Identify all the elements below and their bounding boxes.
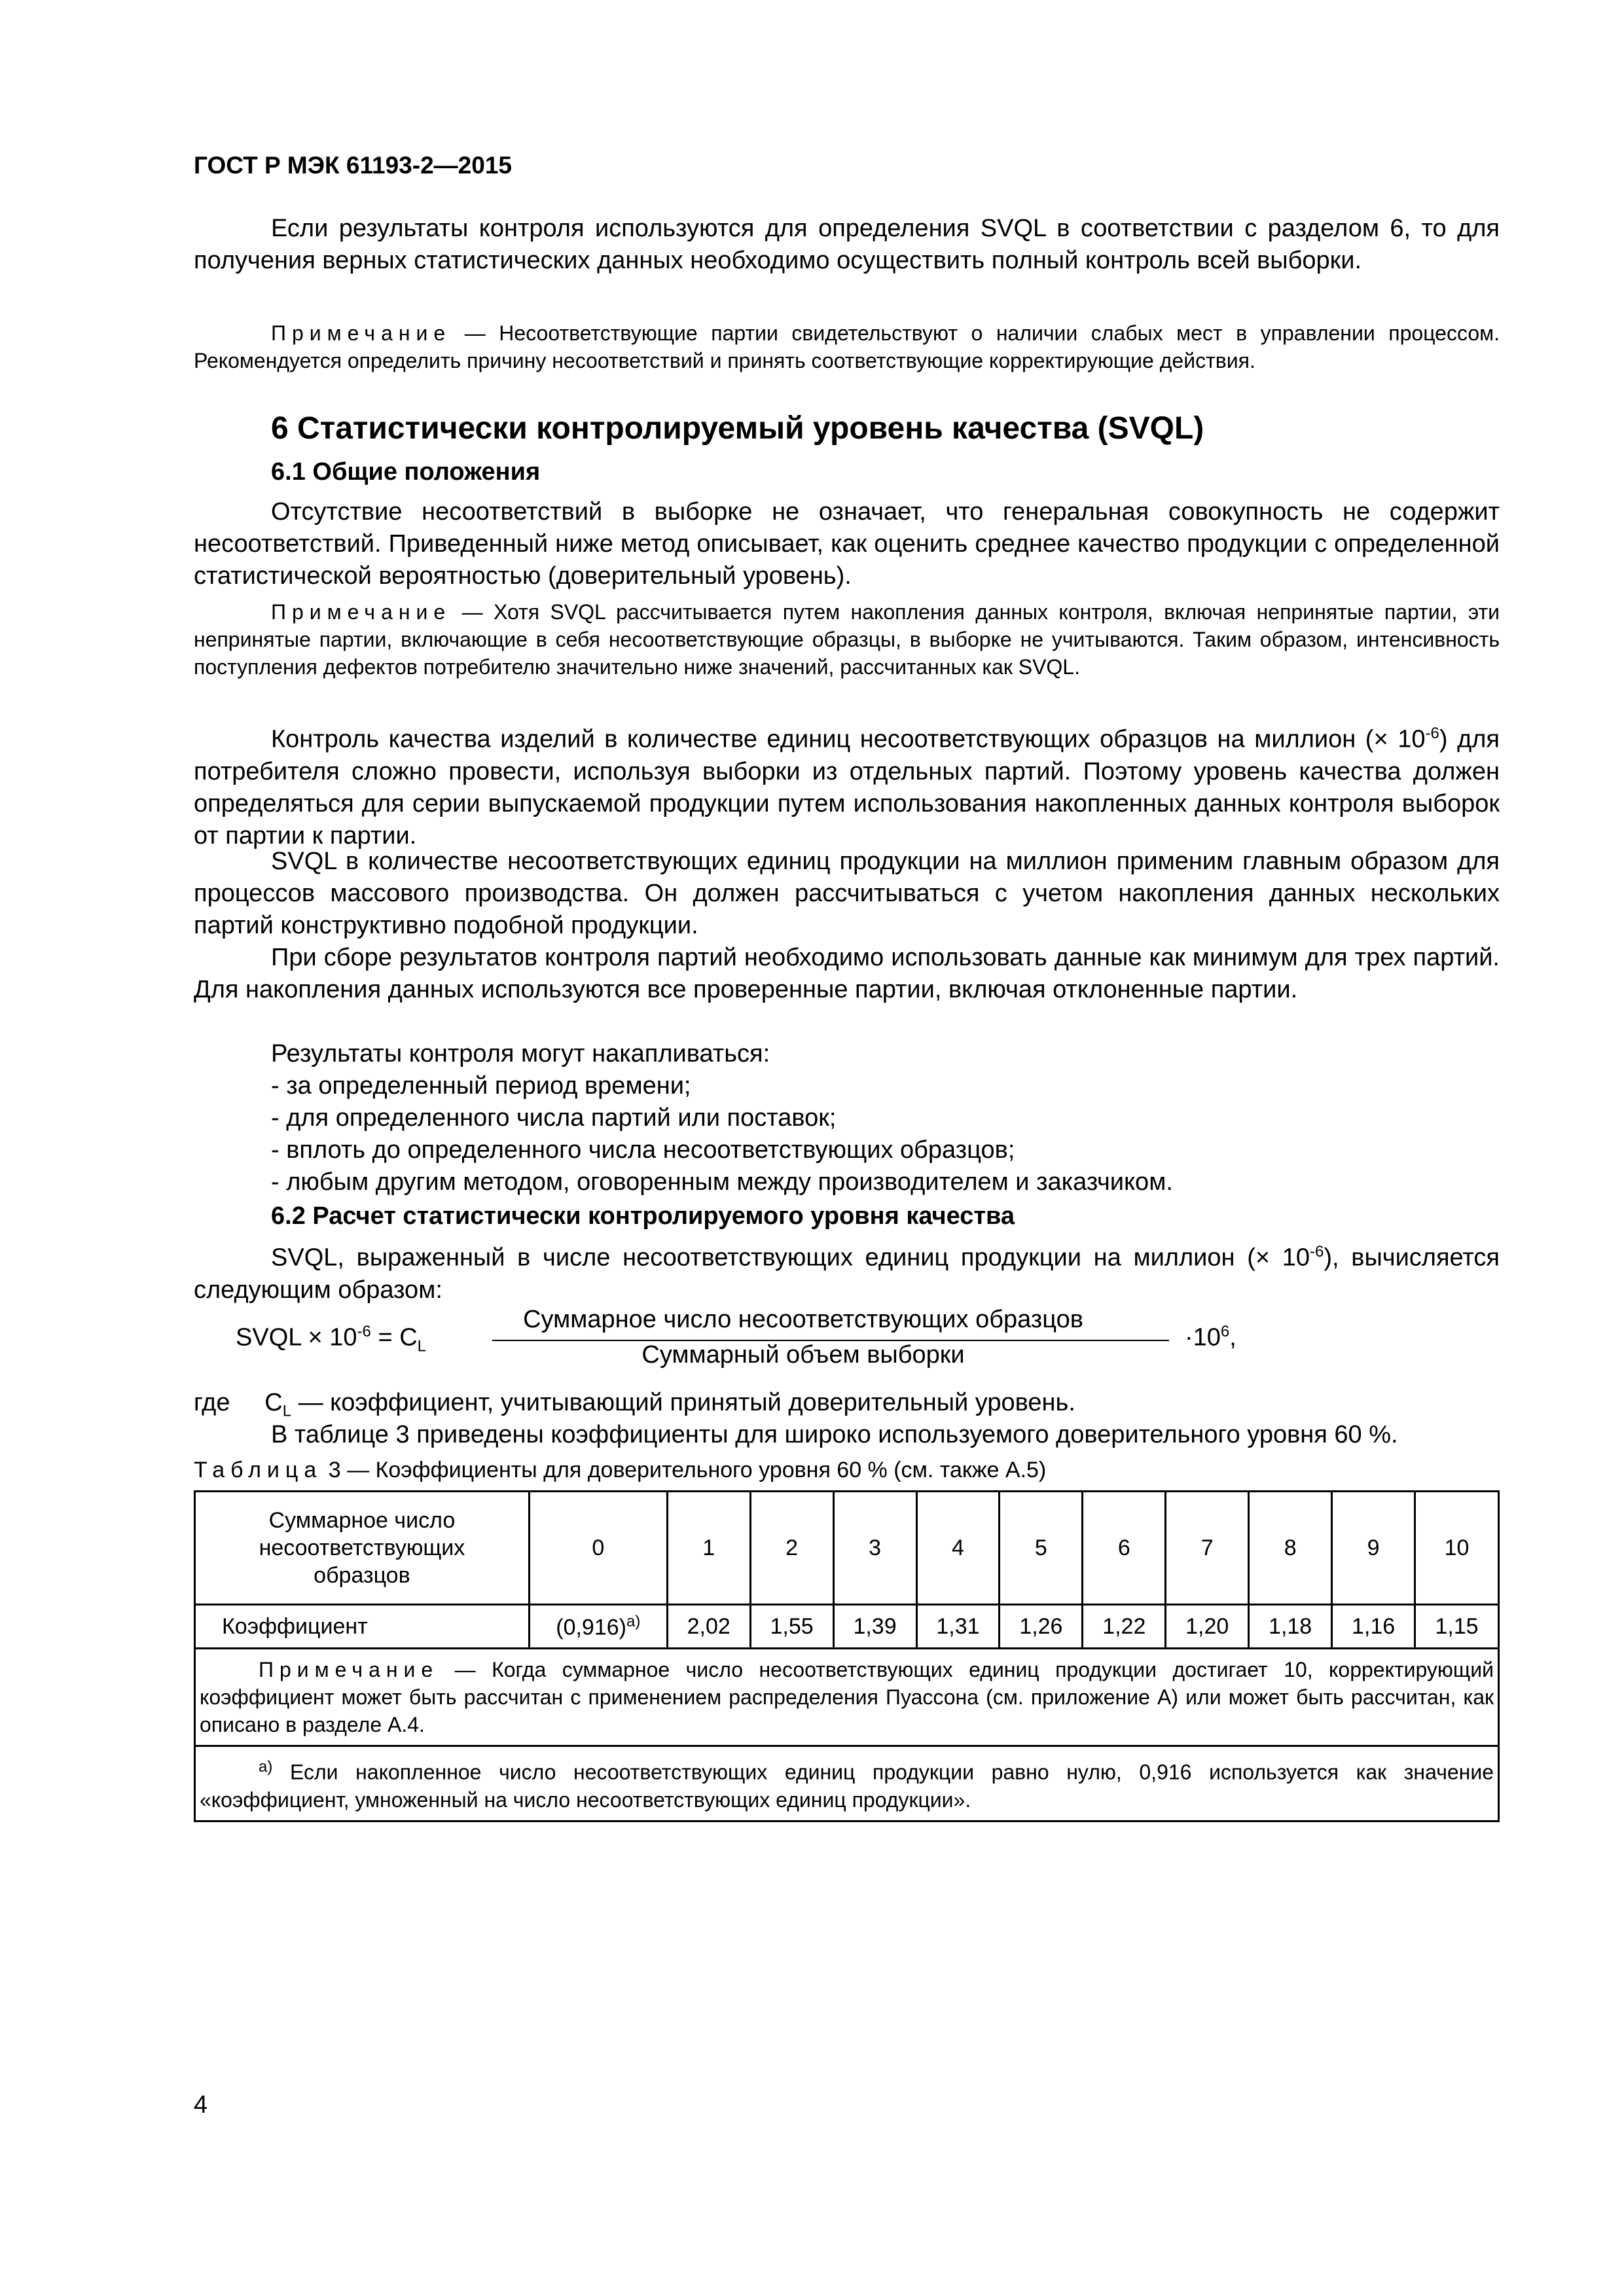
table-cell (529, 1605, 667, 1649)
table-row (195, 1492, 1499, 1605)
text-part: ) для потребителя сложно провести, используя выборки из отдельных партий. Поэтому уровень качества должен определяться для серии выпускаемой продукции путем использования накопленных данных контроля выборок от партии к партии. (194, 725, 1500, 850)
table-cell: 0 (529, 1492, 667, 1605)
exponent: -6 (1310, 1243, 1324, 1261)
table-cell: 1,39 (833, 1605, 916, 1649)
caption-label: Таблица (194, 1458, 323, 1482)
text-part: — коэффициент, учитывающий принятый доверительный уровень. (291, 1389, 1075, 1416)
paragraph-6-1-5: Результаты контроля могут накапливаться: (271, 1040, 770, 1067)
paragraph-6-2-2: В таблице 3 приведены коэффициенты для широко используемого доверительного уровня 60 %. (271, 1421, 1398, 1448)
table-footnote (195, 1746, 1499, 1821)
note-label: Примечание (271, 321, 452, 345)
formula-numerator: Суммарное число несоответствующих образцов (523, 1306, 1083, 1333)
table-cell: 1,22 (1083, 1605, 1166, 1649)
list-item: - для определенного числа партий или поставок; (271, 1104, 837, 1132)
table-row (195, 1649, 1499, 1746)
table-cell: 8 (1249, 1492, 1332, 1605)
table-cell: 1,55 (750, 1605, 833, 1649)
text-part: SVQL, выраженный в числе несоответствующих единиц продукции на миллион (× 10 (271, 1244, 1310, 1272)
table-cell: 9 (1332, 1492, 1415, 1605)
note-1 (194, 319, 1500, 374)
section-6-1-title: 6.1 Общие положения (271, 458, 541, 486)
table-cell: 7 (1166, 1492, 1249, 1605)
formula-text: = C (370, 1323, 418, 1352)
list-item: - вплоть до определенного числа несоответствующих образцов; (271, 1136, 1015, 1164)
note-label: Примечание (271, 600, 452, 624)
list-item: - за определенный период времени; (271, 1072, 691, 1100)
note-text: — Когда суммарное число несоответствующих единиц продукции достигает 10, корректирующий коэффициент может быть рассчитан с применением распределения Пуассона (см. приложение А) или может быть рассчитан, как описано в разделе А.4. (200, 1658, 1494, 1736)
text-part: Контроль качества изделий в количестве единиц несоответствующих образцов на миллион (× 10 (271, 725, 1426, 753)
formula-multiplier (1185, 1323, 1236, 1352)
table-row (195, 1605, 1499, 1649)
paragraph-6-2-1 (194, 1236, 1500, 1306)
paragraph-6-1-4: При сборе результатов контроля партий необходимо использовать данные как минимум для трех партий. Для накопления данных используются все проверенные партии, включая отклоненные партии. (194, 944, 1500, 1003)
table-cell: 1,15 (1415, 1605, 1499, 1649)
subscript: L (417, 1337, 426, 1355)
table-cell: 1 (667, 1492, 750, 1605)
text-part: ), вычисляется следующим образом: (194, 1244, 1500, 1304)
note-text: — Несоответствующие партии свидетельствуют о наличии слабых мест в управлении процессом. Рекомендуется определить причину несоответствий и принять соответствующие корректирующие действия. (194, 321, 1500, 372)
caption-text: 3 — Коэффициенты для доверительного уровня 60 % (см. также А.5) (322, 1458, 1047, 1482)
paragraph-6-1-1: Отсутствие несоответствий в выборке не означает, что генеральная совокупность не содержит несоответствий. Приведенный ниже метод описывает, как оценить среднее качество продукции с определенной статистической вероятностью (доверительный уровень). (194, 498, 1500, 590)
cell-value: (0,916) (556, 1615, 626, 1640)
exponent: 6 (1220, 1323, 1230, 1340)
formula-text: SVQL × 10 (236, 1323, 357, 1352)
table-note (195, 1649, 1499, 1746)
table-cell: 6 (1083, 1492, 1166, 1605)
table-cell: 10 (1415, 1492, 1499, 1605)
table-caption (194, 1454, 1500, 1486)
footnote-ref: a) (626, 1612, 641, 1630)
formula-text: ·10 (1185, 1323, 1221, 1352)
table-cell: 5 (1000, 1492, 1083, 1605)
footnote-mark: a) (259, 1758, 273, 1776)
page-number: 4 (194, 2091, 208, 2119)
table-cell: 1,16 (1332, 1605, 1415, 1649)
text-part: где C (194, 1389, 283, 1416)
paragraph-6-1-3: SVQL в количестве несоответствующих единиц продукции на миллион применим главным образом для процессов массового производства. Он должен рассчитываться с учетом накопления данных нескольких партий конструктивно подобной продукции. (194, 848, 1500, 939)
section-6-2-title: 6.2 Расчет статистически контролируемого уровня качества (271, 1202, 1015, 1230)
accumulation-list (271, 1070, 1173, 1198)
paragraph-6-1-2 (194, 717, 1500, 852)
list-item: - любым другим методом, оговоренным между производителем и заказчиком. (271, 1168, 1173, 1196)
exponent: -6 (357, 1323, 371, 1340)
coefficients-table (194, 1490, 1500, 1822)
row-header-coefficient: Коэффициент (195, 1605, 530, 1649)
intro-paragraph: Если результаты контроля используются для определения SVQL в соответствии с разделом 6, то для получения верных статистических данных необходимо осуществить полный контроль всей выборки. (194, 215, 1500, 274)
table-cell: 1,20 (1166, 1605, 1249, 1649)
subscript: L (282, 1402, 292, 1420)
table-cell: 1,31 (916, 1605, 1000, 1649)
formula-lhs (236, 1323, 426, 1355)
table-cell: 2,02 (667, 1605, 750, 1649)
note-label: Примечание (259, 1658, 439, 1681)
note-text: — Хотя SVQL рассчитывается путем накопления данных контроля, включая непринятые партии, эти непринятые партии, включающие в себя несоответствующие образцы, в выборке не учитываются. Таким образом, интенсивность поступления дефектов потребителю значительно ниже значений, рассчитанных как SVQL. (194, 600, 1500, 679)
formula-text: , (1229, 1323, 1236, 1352)
document-header: ГОСТ Р МЭК 61193-2—2015 (194, 152, 512, 179)
formula-denominator: Суммарный объем выборки (641, 1341, 965, 1369)
table-row (195, 1746, 1499, 1821)
table-cell: 1,26 (1000, 1605, 1083, 1649)
table-cell: 2 (750, 1492, 833, 1605)
note-2 (194, 598, 1500, 681)
table-cell: 4 (916, 1492, 1000, 1605)
table-cell: 3 (833, 1492, 916, 1605)
row-header-count: Суммарное число несоответствующих образцов (195, 1492, 530, 1605)
svql-formula (194, 1306, 1500, 1378)
exponent: -6 (1425, 725, 1439, 742)
table-cell: 1,18 (1249, 1605, 1332, 1649)
footnote-text: Если накопленное число несоответствующих единиц продукции равно нулю, 0,916 используется как значение «коэффициент, умноженный на число несоответствующих единиц продукции». (200, 1760, 1494, 1812)
section-6-title: 6 Статистически контролируемый уровень качества (SVQL) (271, 411, 1204, 446)
